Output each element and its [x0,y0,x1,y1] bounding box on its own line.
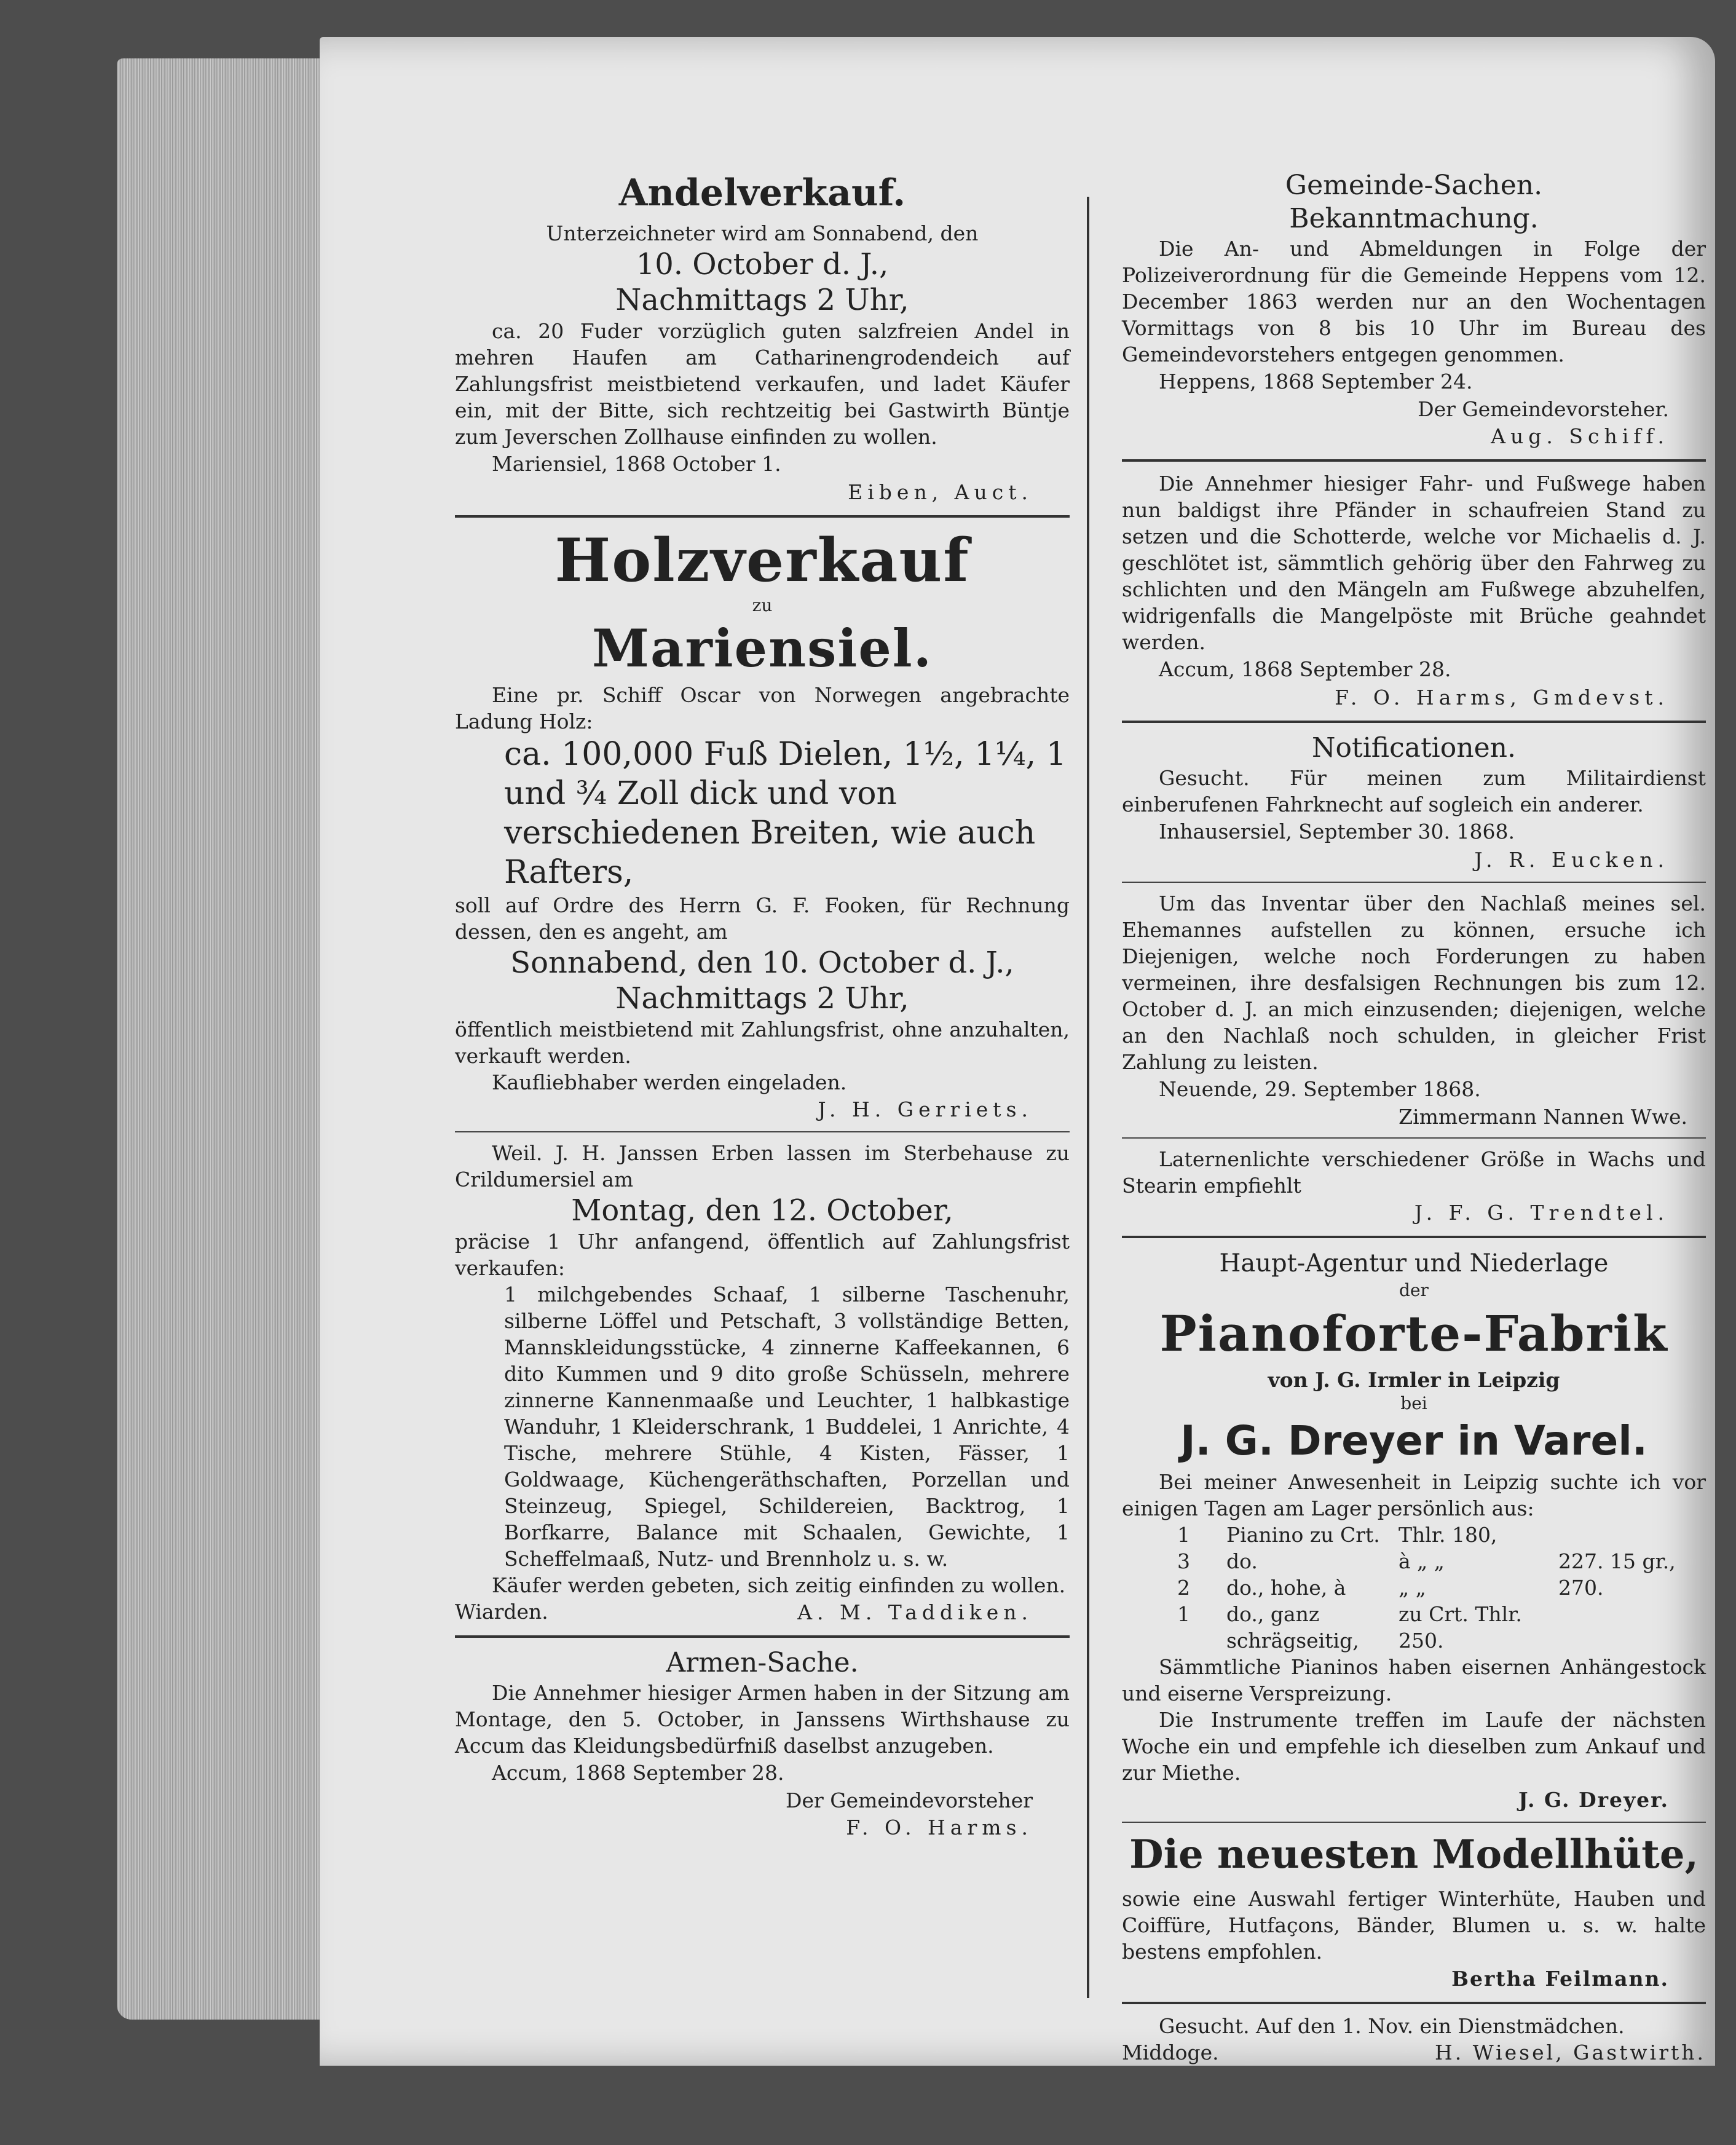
ad-signature: J. R. Eucken. [1474,848,1669,872]
piano-price-table [1122,1522,1706,1654]
ad-pianoforte [1122,1247,1706,1814]
ad-body: ca. 20 Fuder vorzüglich guten salzfreien Andel in mehren Haufen am Catharinengrodendeich auf Zahlungsfrist meistbietend verkaufen, und ladet Käufer ein, mit der Bitte, sich rechtzeitig bei Gastwirth Büntje zum Jeverschen Zollhause einfinden zu wollen. [455,319,1070,449]
ad-mid: soll auf Ordre des Herrn G. F. Fooken, für Rechnung dessen, den es angeht, am [455,893,1070,944]
ad-signature: J. G. Dreyer. [1518,1788,1669,1812]
ad-date: Sonnabend, den 10. October d. J., [510,946,1014,980]
left-column [455,166,1070,1842]
table-cell: Thlr. 180, [1399,1523,1497,1547]
ad-gemeinde-sachen [1122,169,1706,451]
column-divider [1087,197,1089,1998]
ad-body: Sämmtliche Pianinos haben eisernen Anhängestock und eiserne Verspreizung. [1122,1655,1706,1705]
ad-bei: bei [1400,1393,1427,1413]
divider [1122,1236,1706,1238]
ad-big-text: ca. 100,000 Fuß Dielen, 1½, 1¼, 1 und ¾ Zoll dick und von verschiedenen Breiten, wie auch Rafters, [504,736,1067,891]
ad-body: Die An- und Abmeldungen in Folge der Polizeiverordnung für die Gemeinde Heppens vom 12. December 1863 werden nur an den Wochentagen Vormittags von 8 bis 10 Uhr im Bureau des Gemeindevorstehers entgegen genommen. [1122,237,1706,366]
ad-time: Nachmittags 2 Uhr, [615,283,909,317]
divider [1122,1822,1706,1823]
divider [455,1131,1070,1132]
ad-place: Middoge. [1122,2040,1219,2064]
ad-body: Die Annehmer hiesiger Armen haben in der Sitzung am Montage, den 5. October, in Janssens Wirthshause zu Accum das Kleidungsbedürfniß daselbst anzugeben. [455,1681,1070,1758]
ad-place-date: Inhausersiel, September 30. 1868. [1159,820,1515,843]
divider [455,1635,1070,1638]
ad-body: Gesucht. Für meinen zum Militairdienst einberufenen Fahrknecht auf sogleich ein anderer. [1122,766,1706,816]
ad-der: der [1399,1280,1429,1300]
ad-body: Die Instrumente treffen im Laufe der nächsten Woche ein und empfehle ich dieselben zum Ankauf und zur Miethe. [1122,1708,1706,1785]
ad-sub: von J. G. Irmler in Leipzig [1268,1368,1560,1392]
divider [1122,882,1706,883]
ad-title: Die neuesten Modellhüte, [1129,1831,1699,1878]
table-cell: 227. 15 gr., [1558,1549,1676,1573]
ad-holzverkauf [455,526,1070,1124]
ad-place-date: Neuende, 29. September 1868. [1159,1077,1481,1101]
table-cell: do., hohe, à [1226,1576,1346,1600]
ad-footer [1122,2039,1706,2066]
ad-body: Die Annehmer hiesiger Fahr- und Fußwege haben nun baldigst ihre Pfänder in schaufreien Stand zu setzen und die Schotterde, welche vor Michaelis d. J. geschlötet ist, sämmtlich gehörig über den Fahrweg zu schlichten und den Mängeln am Fußwege abzuhelfen, widrigenfalls die Mangelpöste mit Brüche geahndet werden. [1122,472,1706,654]
table-cell [1558,1522,1706,1548]
ad-mid: präcise 1 Uhr anfangend, öffentlich auf Zahlungsfrist verkaufen: [455,1230,1070,1280]
ad-signature: H. Wiesel, Gastwirth. [1435,2040,1706,2064]
ad-date: Montag, den 12. October, [571,1193,953,1228]
divider [1122,2002,1706,2004]
table-cell: 1 [1177,1602,1190,1626]
ad-title: Holzverkauf [554,526,970,595]
table-cell: à „ „ [1399,1549,1445,1573]
ad-intro: Weil. J. H. Janssen Erben lassen im Sterbehause zu Crildumersiel am [455,1141,1070,1191]
divider [455,515,1070,518]
ad-title: Pianoforte-Fabrik [1159,1305,1668,1362]
ad-armen-sache [455,1646,1070,1842]
divider [1122,1137,1706,1139]
table-cell: 3 [1177,1549,1190,1573]
section-subtitle: Bekanntmachung. [1289,203,1539,234]
ad-signature: Bertha Feilmann. [1451,1967,1669,1991]
ad-body: sowie eine Auswahl fertiger Winterhüte, Hauben und Coiffüre, Hutfaçons, Bänder, Blumen u. s. w. halte bestens empfohlen. [1122,1887,1706,1964]
section-title: Gemeinde-Sachen. [1285,170,1543,201]
divider [1122,721,1706,723]
table-row [1122,1548,1706,1574]
ad-wege [1122,470,1706,712]
ad-dreyer: J. G. Dreyer in Varel. [1180,1417,1647,1464]
ad-closing: Käufer werden gebeten, sich zeitig einfinden zu wollen. [492,1573,1066,1597]
ad-signature: J. F. G. Trendtel. [1414,1201,1669,1225]
table-row [1122,1522,1706,1548]
ad-body: Laternenlichte verschiedener Größe in Wachs und Stearin empfiehlt [1122,1147,1706,1198]
right-column [1122,169,1706,2066]
divider [1122,459,1706,462]
ad-gesucht [1122,2013,1706,2066]
ad-sig-title: Der Gemeindevorsteher [786,1788,1033,1812]
ad-signature: Eiben, Auct. [848,480,1033,504]
ad-head: Haupt-Agentur und Niederlage [1219,1249,1609,1278]
ad-intro: Bei meiner Anwesenheit in Leipzig suchte ich vor einigen Tagen am Lager persönlich aus: [1122,1470,1706,1520]
table-cell: Pianino zu Crt. [1226,1523,1380,1547]
ad-signature: Zimmermann Nannen Wwe. [1399,1105,1687,1129]
table-cell: „ „ [1399,1576,1426,1600]
table-cell: do., ganz schrägseitig, [1226,1602,1359,1653]
ad-body: Um das Inventar über den Nachlaß meines sel. Ehemannes aufstellen zu können, ersuche ich Diejenigen, welche noch Forderungen zu haben vermeinen, ihre desfalsigen Rechnungen bis zum 12. October d. J. an mich einzusenden; diejenigen, welche an den Nachlaß noch schulden, in gleicher Frist Zahlung zu leisten. [1122,891,1706,1074]
ad-janssen-auction [455,1140,1070,1627]
ad-body: Kaufliebhaber werden eingeladen. [492,1070,847,1094]
ad-place-date: Accum, 1868 September 28. [492,1761,784,1785]
ad-modellhuete [1122,1830,1706,1993]
ad-place: Wiarden. [455,1600,548,1624]
ad-place-date: Heppens, 1868 September 24. [1159,369,1473,393]
ad-footer [455,1598,1070,1627]
ad-title: Andelverkauf. [618,172,906,215]
ad-zu: zu [752,595,773,615]
table-cell: 1 [1177,1523,1190,1547]
ad-signature: Aug. Schiff. [1491,424,1669,448]
table-row [1122,1601,1706,1654]
ad-body: Gesucht. Auf den 1. Nov. ein Dienstmädchen. [1159,2014,1625,2038]
ad-laternenlichte [1122,1146,1706,1227]
ad-andelverkauf [455,171,1070,507]
ad-signature: F. O. Harms, Gmdevst. [1335,685,1669,709]
ad-intro: Unterzeichneter wird am Sonnabend, den [546,221,979,245]
ad-intro: Eine pr. Schiff Oscar von Norwegen angebrachte Ladung Holz: [455,683,1070,733]
ad-signature: A. M. Taddiken. [797,1600,1033,1624]
ad-place: Mariensiel. [592,618,933,679]
ad-time: Nachmittags 2 Uhr, [615,981,909,1016]
ad-signature: J. H. Gerriets. [818,1097,1033,1121]
ad-body: öffentlich meistbietend mit Zahlungsfrist, ohne anzuhalten, verkauft werden. [455,1017,1070,1068]
table-cell: 270. [1558,1576,1604,1600]
table-cell: 2 [1177,1576,1190,1600]
ad-date: 10. October d. J., [636,247,889,282]
ad-signature: F. O. Harms. [846,1815,1033,1839]
table-cell [1558,1601,1706,1654]
ad-sig-title: Der Gemeindevorsteher. [1418,397,1669,421]
table-cell: zu Crt. Thlr. 250. [1399,1602,1522,1653]
ad-notificationen [1122,732,1706,874]
ad-place-date: Accum, 1868 September 28. [1159,657,1451,681]
table-cell: do. [1226,1549,1258,1573]
book-page-edges [117,58,332,2020]
section-title: Notificationen. [1312,732,1516,764]
ad-title: Armen-Sache. [666,1647,859,1678]
ad-place-date: Mariensiel, 1868 October 1. [492,452,781,476]
table-row [1122,1574,1706,1601]
ad-item-list: 1 milchgebendes Schaaf, 1 silberne Taschenuhr, silberne Löffel und Petschaft, 3 vollständige Betten, Mannskleidungsstücke, 4 zinnerne Kaffeekannen, 6 dito Kummen und 9 dito große Schüsseln, mehrere zinnerne Kannenmaaße und Leuchter, 1 halbkastige Wanduhr, 1 Kleiderschrank, 1 Buddelei, 1 Anrichte, 4 Tische, mehrere Stühle, 4 Kisten, Fässer, 1 Goldwaage, Küchengeräthschaften, Porzellan und Steinzeug, Spiegel, Schildereien, Backtrog, 1 Borfkarre, Balance mit Schaalen, Gewichte, 1 Scheffelmaaß, Nutz- und Brennholz u. s. w. [504,1282,1070,1571]
ad-nachlass [1122,890,1706,1130]
